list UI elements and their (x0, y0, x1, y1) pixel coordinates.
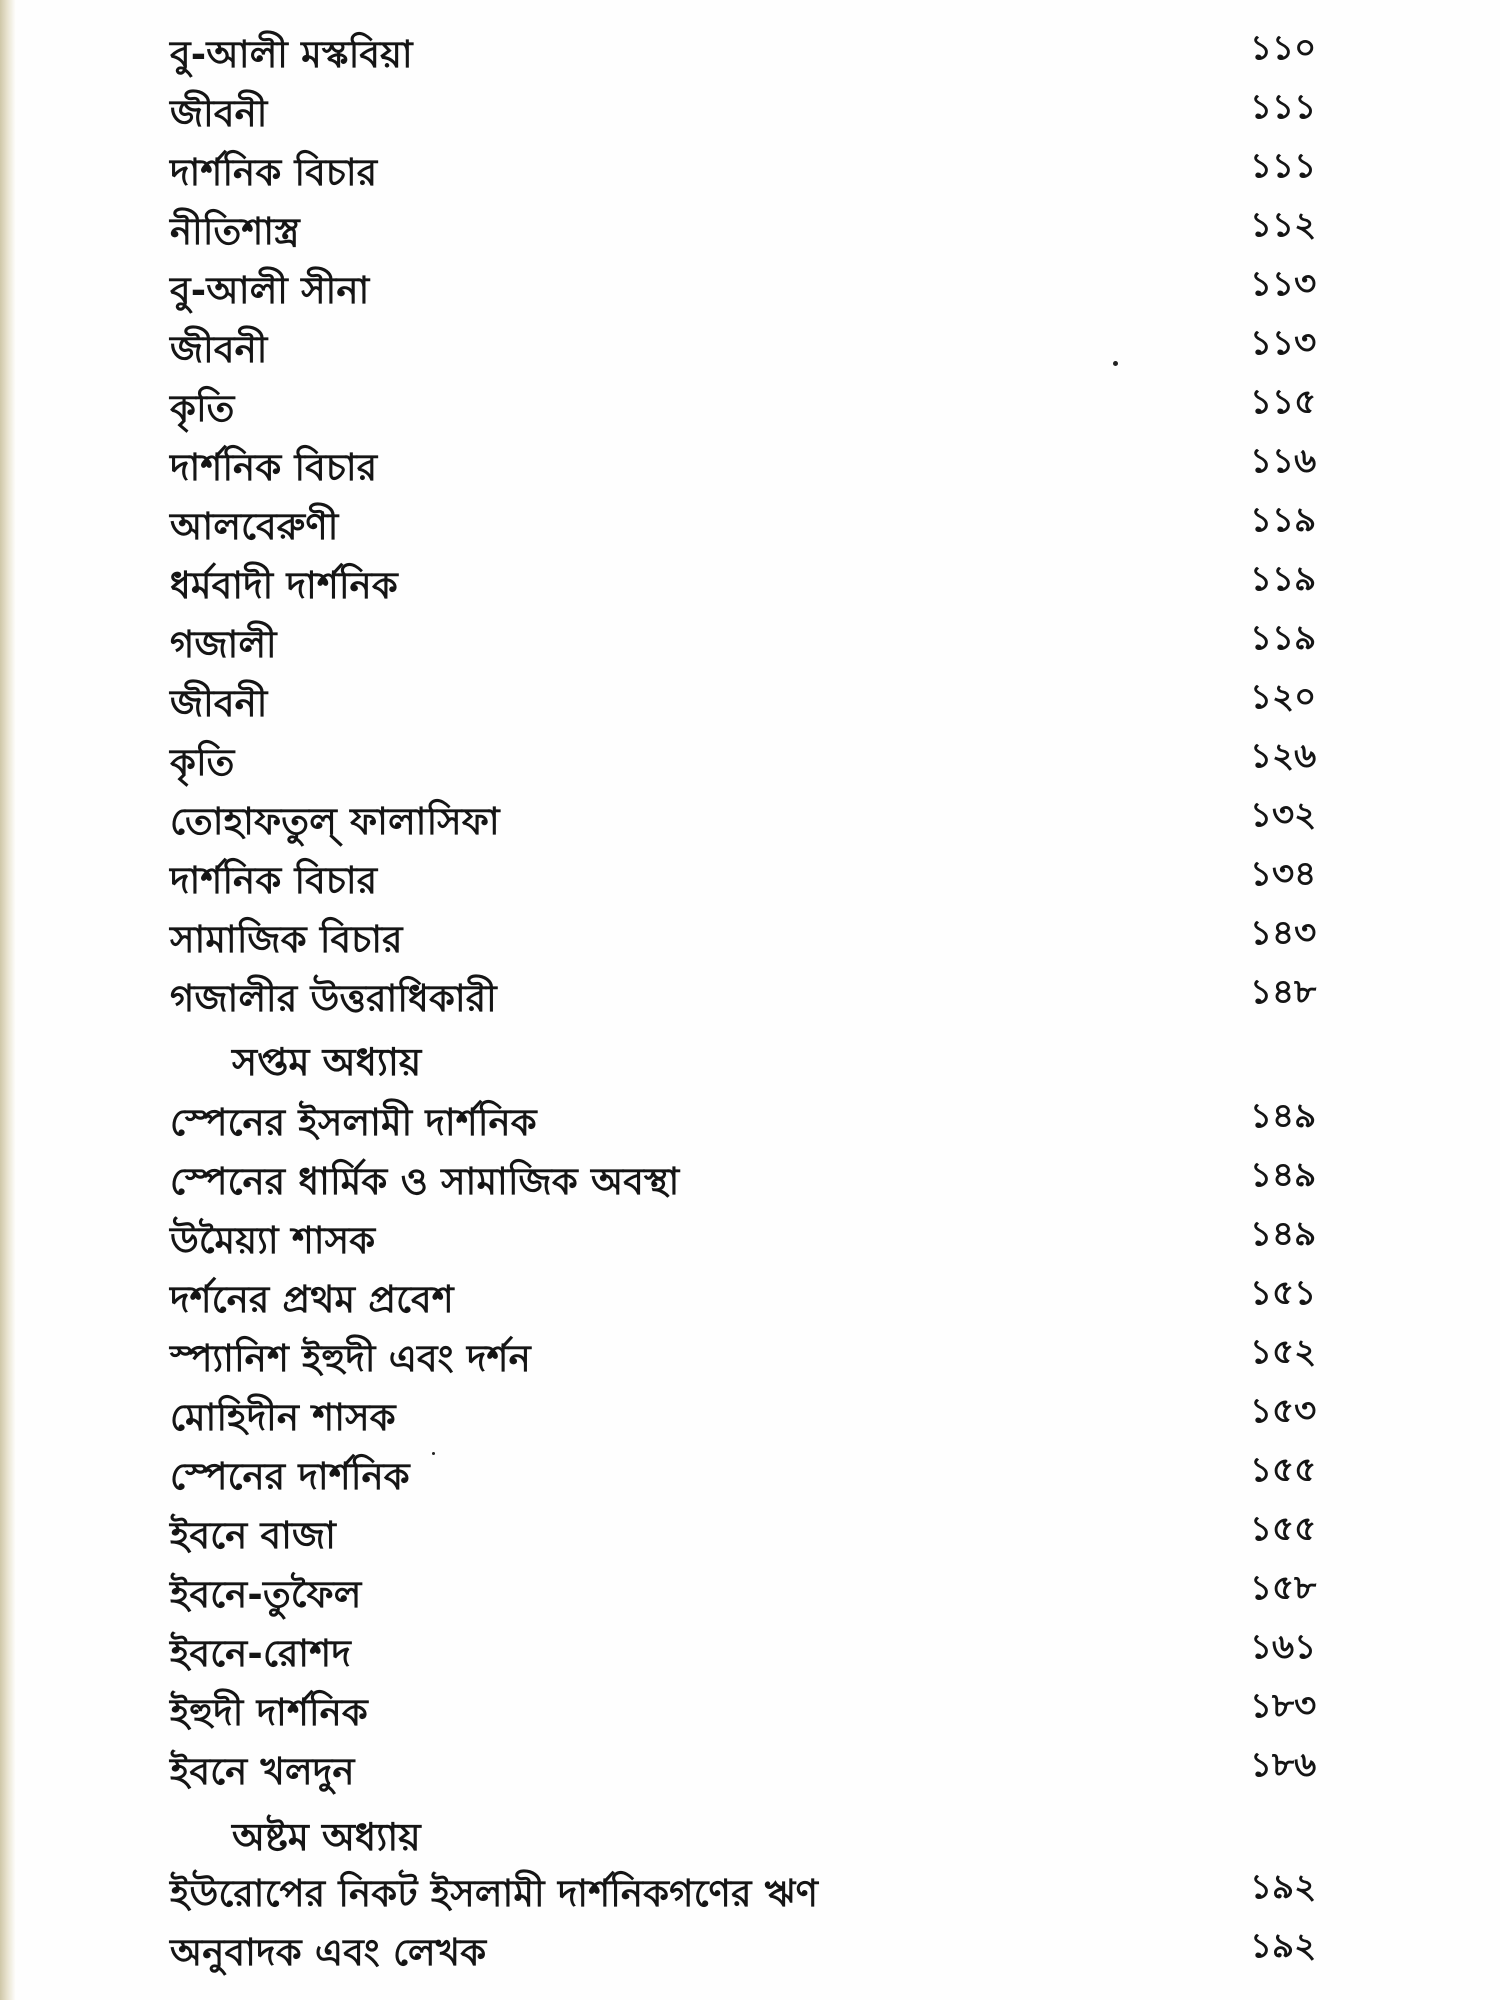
toc-entry (0, 500, 1500, 554)
toc-entry-title: বু-আলী সীনা (170, 269, 370, 312)
toc-entry-page: ১৫৩ (1250, 1391, 1317, 1431)
toc-entry-page: ১৪৩ (1250, 913, 1317, 953)
toc-entry (0, 795, 1500, 849)
toc-entry-title: স্পেনের দার্শনিক (170, 1455, 410, 1498)
toc-entry (0, 854, 1500, 908)
toc-entry-title: দার্শনিক বিচার (170, 446, 378, 489)
toc-entry-title: স্প্যানিশ ইহুদী এবং দর্শন (170, 1337, 531, 1380)
toc-entry (0, 972, 1500, 1026)
toc-entry (0, 1509, 1500, 1563)
toc-entry (0, 87, 1500, 141)
toc-entry (0, 1096, 1500, 1150)
toc-entry-page: ১৩২ (1250, 795, 1317, 835)
toc-entry-title: ইবনে খলদুন (170, 1750, 355, 1793)
toc-entry (0, 1568, 1500, 1622)
toc-entry-page: ১১৯ (1250, 618, 1317, 658)
toc-entry-title: বু-আলী মস্কবিয়া (170, 33, 413, 76)
toc-entry (0, 146, 1500, 200)
toc-entry-title: জীবনী (170, 92, 268, 135)
toc-entry-page: ১১০ (1250, 28, 1317, 68)
chapter-heading-text: সপ্তম অধ্যায় (232, 1040, 422, 1084)
chapter-heading (0, 1038, 1500, 1090)
toc-entry-page: ১৯২ (1250, 1926, 1317, 1966)
chapter-heading (0, 1813, 1500, 1865)
toc-entry-page: ১৩৪ (1250, 854, 1317, 894)
toc-entry-title: দর্শনের প্রথম প্রবেশ (170, 1278, 454, 1321)
toc-entry-page: ১৫৮ (1250, 1568, 1317, 1608)
toc-entry-title: ইউরোপের নিকট ইসলামী দার্শনিকগণের ঋণ (170, 1872, 819, 1915)
chapter-heading-text: অষ্টম অধ্যায় (232, 1815, 421, 1859)
toc-entry (0, 913, 1500, 967)
toc-entry (0, 323, 1500, 377)
toc-entry-page: ১১৫ (1250, 382, 1317, 422)
toc-entry-title: গজালী (170, 623, 277, 666)
toc-entry-page: ১১৬ (1250, 441, 1317, 481)
toc-entry-title: দার্শনিক বিচার (170, 151, 378, 194)
toc-entry-page: ১৬১ (1250, 1627, 1317, 1667)
toc-entry (0, 205, 1500, 259)
toc-entry (0, 1214, 1500, 1268)
toc-entry-page: ১২০ (1250, 677, 1317, 717)
toc-entry-page: ১৫৫ (1250, 1450, 1317, 1490)
toc-entry-title: ইবনে-তুফৈল (170, 1573, 362, 1616)
toc-entry-page: ১১৩ (1250, 264, 1317, 304)
toc-entry (0, 1155, 1500, 1209)
toc-entry-title: তোহাফতুল্ ফালাসিফা (170, 800, 500, 843)
toc-entry-page: ১২৬ (1250, 736, 1317, 776)
toc-entry-page: ১৪৯ (1250, 1096, 1317, 1136)
toc-entry (0, 1273, 1500, 1327)
toc-entry (0, 736, 1500, 790)
toc-entry (0, 1332, 1500, 1386)
toc-entry-page: ১৪৮ (1250, 972, 1317, 1012)
toc-entry-title: জীবনী (170, 328, 268, 371)
toc-entry-title: কৃতি (170, 387, 235, 430)
toc-entry-page: ১৪৯ (1250, 1214, 1317, 1254)
toc-entry-page: ১৫২ (1250, 1332, 1317, 1372)
toc-entry-page: ১১২ (1250, 205, 1317, 245)
toc-entry-page: ১৮৩ (1250, 1686, 1317, 1726)
toc-entry (0, 1686, 1500, 1740)
toc-entry (0, 677, 1500, 731)
toc-entry (0, 559, 1500, 613)
toc-entry (0, 28, 1500, 82)
toc-entry-page: ১৯২ (1250, 1867, 1317, 1907)
toc-entry (0, 1867, 1500, 1921)
toc-entry (0, 1745, 1500, 1799)
toc-entry-title: অনুবাদক এবং লেখক (170, 1931, 487, 1974)
toc-entry (0, 1450, 1500, 1504)
toc-entry-page: ১৫১ (1250, 1273, 1317, 1313)
toc-entry-page: ১১৩ (1250, 323, 1317, 363)
toc-entry-title: আলবেরুণী (170, 505, 339, 548)
toc-entry-page: ১৪৯ (1250, 1155, 1317, 1195)
toc-entry-page: ১৫৫ (1250, 1509, 1317, 1549)
toc-entry-title: গজালীর উত্তরাধিকারী (170, 977, 497, 1020)
toc-entry-title: ইহুদী দার্শনিক (170, 1691, 368, 1734)
toc-entry (0, 441, 1500, 495)
toc-entry-page: ১১১ (1250, 146, 1317, 186)
toc-entry-page: ১১৯ (1250, 559, 1317, 599)
toc-entry-title: স্পেনের ইসলামী দার্শনিক (170, 1101, 537, 1144)
toc-entry (0, 618, 1500, 672)
toc-entry-page: ১৮৬ (1250, 1745, 1317, 1785)
toc-entry-title: ইবনে বাজা (170, 1514, 337, 1557)
toc-entry (0, 264, 1500, 318)
toc-entry-title: স্পেনের ধার্মিক ও সামাজিক অবস্থা (170, 1160, 680, 1203)
toc-entry (0, 382, 1500, 436)
toc-entry-title: উমৈয়্যা শাসক (170, 1219, 376, 1262)
toc-entry (0, 1391, 1500, 1445)
toc-entry-page: ১১৯ (1250, 500, 1317, 540)
toc-entry (0, 1627, 1500, 1681)
toc-entry-title: ধর্মবাদী দার্শনিক (170, 564, 398, 607)
toc-entry-title: মোহিদীন শাসক (170, 1396, 396, 1439)
toc-entry-page: ১১১ (1250, 87, 1317, 127)
toc-entry-title: নীতিশাস্ত্র (170, 210, 300, 253)
toc-entry-title: কৃতি (170, 741, 235, 784)
toc-entry-title: জীবনী (170, 682, 268, 725)
toc-entry (0, 1926, 1500, 1980)
toc-entry-title: ইবনে-রোশদ (170, 1632, 351, 1675)
toc-entry-title: দার্শনিক বিচার (170, 859, 378, 902)
toc-entry-title: সামাজিক বিচার (170, 918, 403, 961)
